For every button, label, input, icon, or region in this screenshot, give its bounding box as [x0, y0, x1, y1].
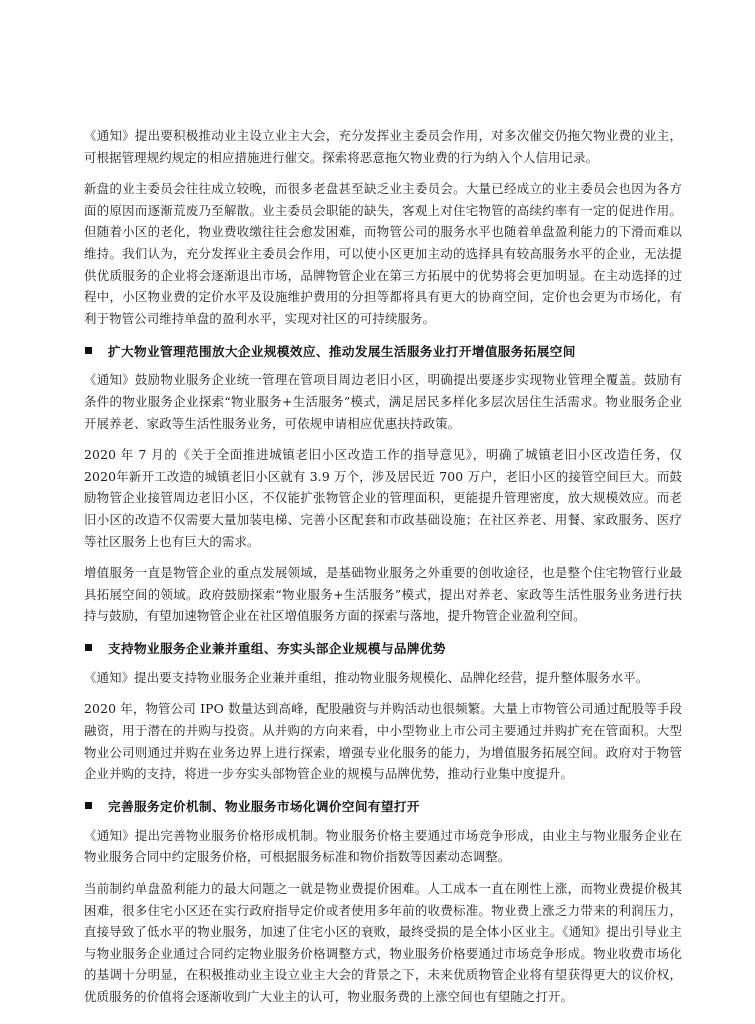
section-heading-text: 扩大物业管理范围放大企业规模效应、推动发展生活服务业打开增值服务拓展空间 — [108, 343, 576, 359]
paragraph-old-community-management: 《通知》鼓励物业服务企业统一管理在管项目周边老旧小区，明确提出要逐步实现物业管理全覆盖。鼓励有条件的物业服务企业探索“物业服务+生活服务”模式，满足居民多样化多层次居住生活需求。物业服务企业开展养老、家政等生活性服务业务，可依规申请相应优惠扶持政策。 — [84, 372, 682, 431]
section-heading-mergers — [84, 637, 682, 659]
square-bullet-icon — [85, 644, 92, 651]
section-heading-text: 支持物业服务企业兼并重组、夯实头部企业规模与品牌优势 — [108, 641, 446, 657]
paragraph-merger-support: 《通知》提出要支持物业服务企业兼并重组，推动物业服务规模化、品牌化经营，提升整体服务水平。 — [84, 669, 649, 685]
paragraph-ipo-and-acquisitions: 2020 年，物管公司 IPO 数量达到高峰，配股融资与并购活动也很频繁。大量上市物管公司通过配股等手段融资，用于潜在的并购与投资。从并购的方向来看，中小型物业上市公司主要通过并购扩充在管面积。大型物业公司则通过并购在业务边界上进行探索，增强专业化服务的能力，为增值服务拓展空间。政府对于物管企业并购的支持，将进一步夯实头部物管企业的规模与品牌优势，推动行业集中度提升。 — [84, 701, 682, 782]
square-bullet-icon — [85, 347, 92, 354]
square-bullet-icon — [85, 802, 92, 809]
section-heading-expand-management — [84, 339, 682, 361]
paragraph-pricing-mechanism: 《通知》提出完善物业服务价格形成机制。物业服务价格主要通过市场竞争形成，由业主与物业服务企业在物业服务合同中约定服务价格，可根据服务标准和物价指数等因素动态调整。 — [84, 827, 682, 865]
paragraph-old-community-renovation: 2020 年 7 月的《关于全面推进城镇老旧小区改造工作的指导意见》，明确了城镇老旧小区改造任务，仅 2020年新开工改造的城镇老旧小区就有 3.9 万个，涉及居民近 700 万户，老旧小区的接管空间巨大。而鼓励物管企业接管周边老旧小区，不仅能扩张物管企业的管理面积，更能提升管理密度，放大规模效应。而老旧小区的改造不仅需要大量加装电梯、完善小区配套和市政基础设施；在社区养老、用餐、家政服务、医疗等社区服务上也有巨大的需求。 — [84, 447, 682, 549]
document-page — [84, 125, 682, 1018]
section-heading-pricing — [84, 795, 682, 817]
paragraph-owners-meeting: 《通知》提出要积极推动业主设立业主大会，充分发挥业主委员会作用，对多次催交仍拖欠物业费的业主，可根据管理规约规定的相应措施进行催交。探索将恶意拖欠物业费的行为纳入个人信用记录。 — [84, 128, 682, 165]
paragraph-fee-increase-difficulty: 当前制约单盘盈利能力的最大问题之一就是物业费提价困难。人工成本一直在刚性上涨，而物业费提价极其困难，很多住宅小区还在实行政府指导定价或者使用多年前的收费标准。物业费上涨乏力带来的利润压力，直接导致了低水平的物业服务，加速了住宅小区的衰败，最终受损的是全体小区业主。《通知》提出引导业主与物业服务企业通过合同约定物业服务价格调整方式，物业服务价格要通过市场竞争形成。物业收费市场化的基调十分明显，在积极推动业主设立业主大会的背景之下，未来优质物管企业将有望获得更大的议价权，优质服务的价值将会逐渐收到广大业主的认可，物业服务费的上涨空间也有望随之打开。 — [84, 881, 682, 1004]
paragraph-value-added-services: 增值服务一直是物管企业的重点发展领域，是基础物业服务之外重要的创收途径，也是整个住宅物管行业最具拓展空间的领域。政府鼓励探索“物业服务+生活服务”模式，提出对养老、家政等生活性服务业务进行扶持与鼓励，有望加速物管企业在社区增值服务方面的探索与落地，提升物管企业盈利空间。 — [84, 565, 682, 624]
section-heading-text: 完善服务定价机制、物业服务市场化调价空间有望打开 — [108, 799, 420, 815]
paragraph-owners-committee-analysis: 新盘的业主委员会往往成立较晚，而很多老盘甚至缺乏业主委员会。大量已经成立的业主委员会也因为各方面的原因而逐渐荒废乃至解散。业主委员会职能的缺失，客观上对住宅物管的高续约率有一定的促进作用。但随着小区的老化，物业费收缴往往会愈发困难，而物管公司的服务水平也随着单盘盈利能力的下滑而难以维持。我们认为，充分发挥业主委员会作用，可以使小区更加主动的选择具有较高服务水平的企业，无法提供优质服务的企业将会逐渐退出市场，品牌物管企业在第三方拓展中的优势将会更加明显。在主动选择的过程中，小区物业费的定价水平及设施维护费用的分担等都将具有更大的协商空间，定价也会更为市场化，有利于物管公司维持单盘的盈利水平，实现对社区的可持续服务。 — [84, 181, 682, 326]
